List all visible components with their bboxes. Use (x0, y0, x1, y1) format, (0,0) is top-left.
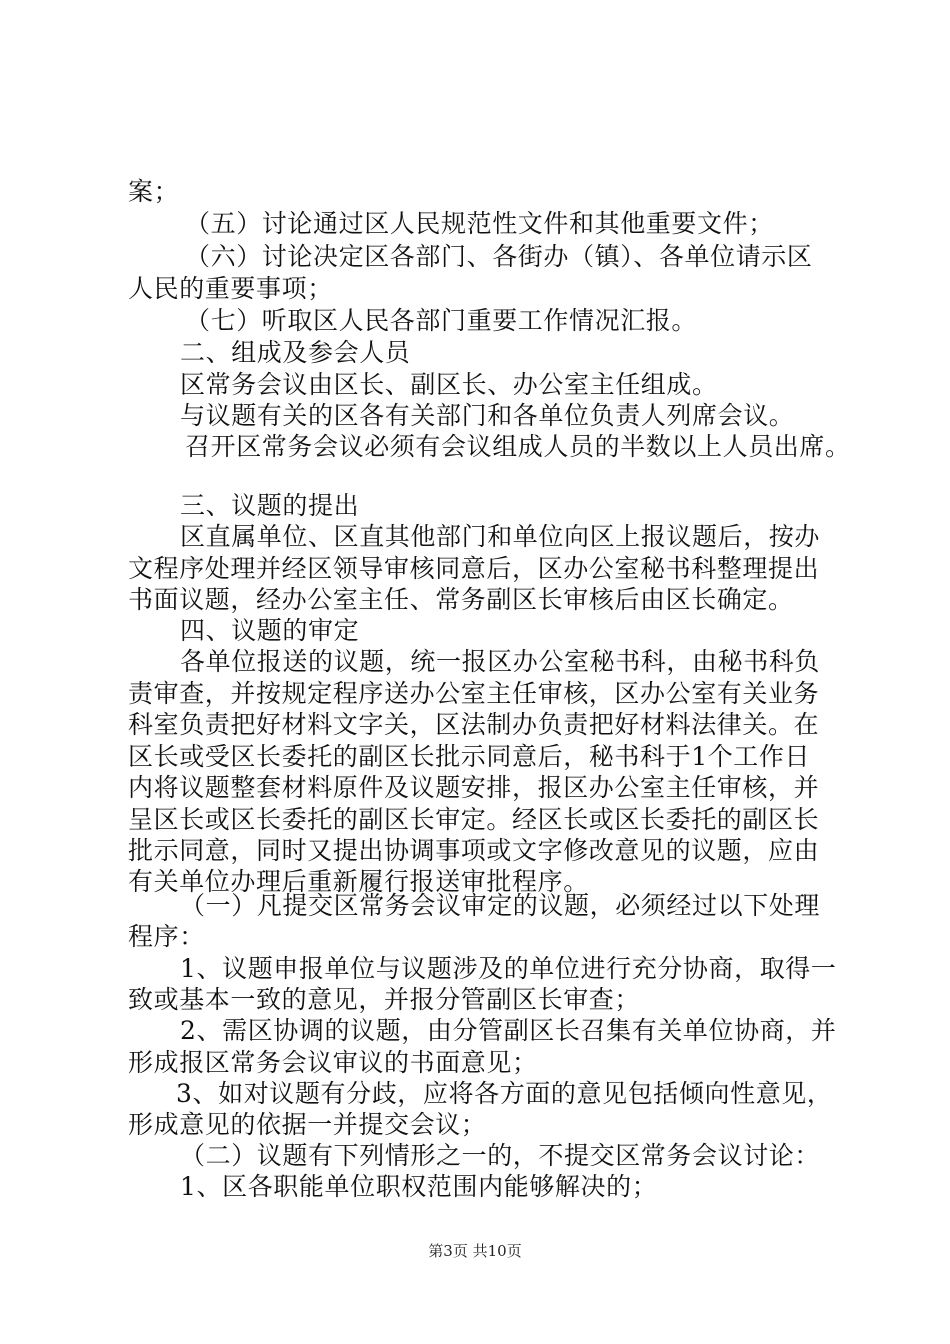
text-line: 2、需区协调的议题，由分管副区长召集有关单位协商，并 (180, 1016, 837, 1045)
text-line: 各单位报送的议题，统一报区办公室秘书科，由秘书科负 (180, 647, 821, 676)
text-line: 批示同意，同时又提出协调事项或文字修改意见的议题，应由 (128, 836, 820, 865)
text-line: 致或基本一致的意见，并报分管副区长审查； (128, 985, 641, 1014)
text-line: 区直属单位、区直其他部门和单位向区上报议题后，按办 (180, 522, 821, 551)
text-line: （五）讨论通过区人民规范性文件和其他重要文件； (185, 209, 774, 238)
section-heading: 四、议题的审定 (180, 616, 360, 645)
text-line: 人民的重要事项； (128, 274, 333, 303)
text-line: 区长或受区长委托的副区长批示同意后，秘书科于1个工作日 (128, 742, 811, 771)
text-line: 1、区各职能单位职权范围内能够解决的； (180, 1172, 658, 1201)
text-line: 召开区常务会议必须有会议组成人员的半数以上人员出席。 (185, 432, 851, 461)
text-line: （二）议题有下列情形之一的，不提交区常务会议讨论： (180, 1141, 821, 1170)
text-line: 区常务会议由区长、副区长、办公室主任组成。 (180, 370, 718, 399)
text-line: 形成意见的依据一并提交会议； (128, 1110, 487, 1139)
text-line: （一）凡提交区常务会议审定的议题，必须经过以下处理 (180, 891, 821, 920)
text-line: 书面议题，经办公室主任、常务副区长审核后由区长确定。 (128, 585, 794, 614)
text-line: 有关单位办理后重新履行报送审批程序。 (128, 867, 589, 896)
text-line: 1、议题申报单位与议题涉及的单位进行充分协商，取得一 (180, 954, 837, 983)
page-number-footer: 第3页 共10页 (428, 1242, 522, 1260)
section-heading: 三、议题的提出 (180, 491, 360, 520)
text-line: 案； (128, 177, 180, 206)
text-line: 科室负责把好材料文字关，区法制办负责把好材料法律关。在 (128, 710, 820, 739)
text-line: 3、如对议题有分歧，应将各方面的意见包括倾向性意见， (176, 1079, 833, 1108)
text-line: 呈区长或区长委托的副区长审定。经区长或区长委托的副区长 (128, 805, 820, 834)
text-line: 文程序处理并经区领导审核同意后，区办公室秘书科整理提出 (128, 554, 820, 583)
text-line: （六）讨论决定区各部门、各街办（镇）、各单位请示区 (185, 242, 813, 271)
section-heading: 二、组成及参会人员 (180, 338, 411, 367)
text-line: 责审查，并按规定程序送办公室主任审核，区办公室有关业务 (128, 679, 820, 708)
text-line: 程序： (128, 922, 205, 951)
text-line: （七）听取区人民各部门重要工作情况汇报。 (185, 306, 698, 335)
text-line: 形成报区常务会议审议的书面意见； (128, 1048, 538, 1077)
text-line: 与议题有关的区各有关部门和各单位负责人列席会议。 (180, 401, 795, 430)
text-line: 内将议题整套材料原件及议题安排，报区办公室主任审核，并 (128, 773, 820, 802)
